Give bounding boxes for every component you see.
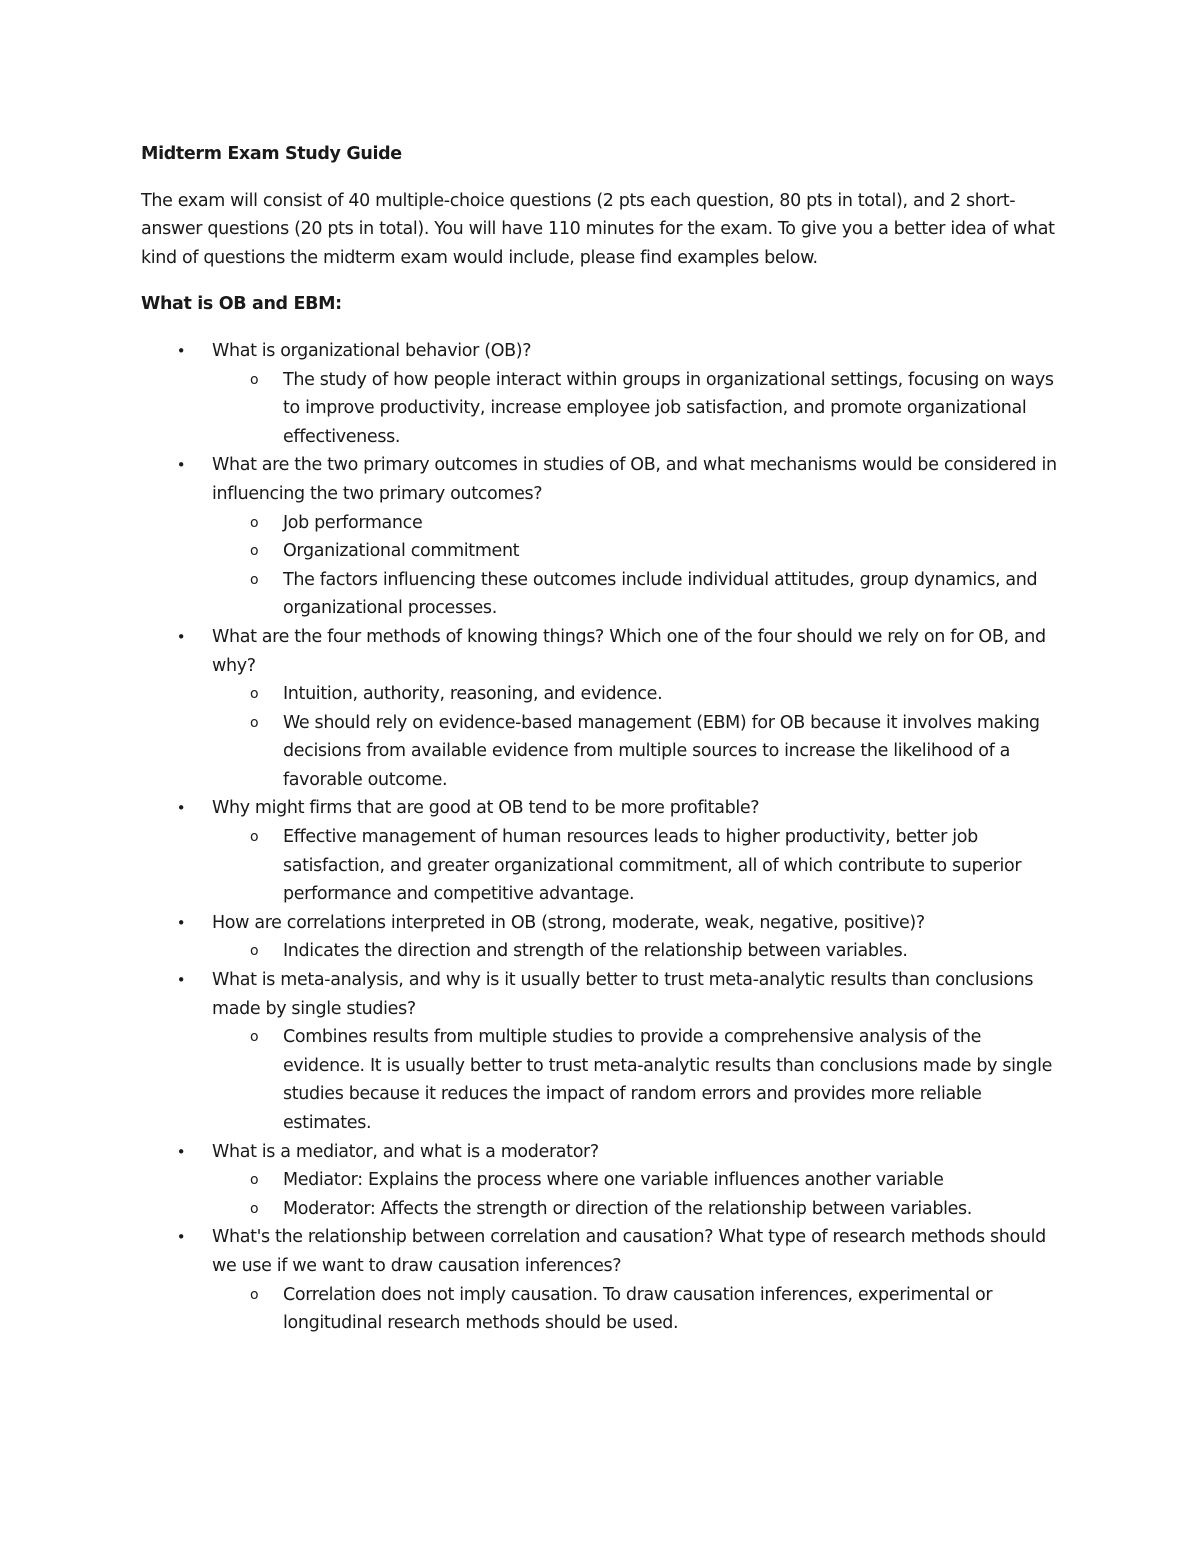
answer-item xyxy=(212,823,1066,909)
bullet-icon: • xyxy=(176,971,186,990)
question-item xyxy=(141,966,1066,1138)
answer-list xyxy=(212,823,1066,909)
answer-text: The factors influencing these outcomes include individual attitudes, group dynamics, and organizational processes. xyxy=(283,569,1038,619)
answer-text: The study of how people interact within groups in organizational settings, focusing on ways to improve productivity, increase employee job satisfaction, and promote organizational effectiveness. xyxy=(283,369,1054,447)
question-item xyxy=(141,1138,1066,1224)
answer-item xyxy=(212,509,1066,538)
question-text: What are the two primary outcomes in studies of OB, and what mechanisms would be considered in influencing the two primary outcomes? xyxy=(212,455,1057,504)
question-text: What are the four methods of knowing things? Which one of the four should we rely on for OB, and why? xyxy=(212,626,1046,676)
answer-list xyxy=(212,509,1066,623)
answer-item xyxy=(212,1023,1066,1137)
bullet-icon: • xyxy=(176,1142,186,1161)
bullet-icon: • xyxy=(176,627,186,646)
question-text: Why might firms that are good at OB tend to be more profitable? xyxy=(212,798,760,819)
question-item xyxy=(141,909,1066,966)
answer-list xyxy=(212,1166,1066,1223)
question-text: What's the relationship between correlation and causation? What type of research methods should we use if we want to draw causation inferences? xyxy=(212,1227,1046,1276)
question-list xyxy=(141,337,1066,1338)
bullet-icon: • xyxy=(176,799,186,818)
sub-bullet-icon: o xyxy=(250,714,259,731)
question-item xyxy=(141,337,1066,451)
question-text: How are correlations interpreted in OB (strong, moderate, weak, negative, positive)? xyxy=(212,912,925,933)
section-heading: What is OB and EBM: xyxy=(141,294,342,315)
document-title: Midterm Exam Study Guide xyxy=(141,144,402,164)
sub-bullet-icon: o xyxy=(250,1029,259,1046)
sub-bullet-icon: o xyxy=(250,514,259,531)
bullet-icon: • xyxy=(176,1228,186,1247)
bullet-icon: • xyxy=(176,456,186,475)
sub-bullet-icon: o xyxy=(250,1286,259,1303)
answer-item xyxy=(212,1281,1066,1338)
question-item xyxy=(141,794,1066,908)
answer-text: Correlation does not imply causation. To draw causation inferences, experimental or longitudinal research methods should be used. xyxy=(283,1284,993,1334)
question-text: What is organizational behavior (OB)? xyxy=(212,340,532,361)
answer-text: Moderator: Affects the strength or direction of the relationship between variables. xyxy=(283,1198,972,1219)
sub-bullet-icon: o xyxy=(250,571,259,588)
answer-text: Intuition, authority, reasoning, and evidence. xyxy=(283,684,663,705)
answer-item xyxy=(212,1195,1066,1224)
answer-item xyxy=(212,680,1066,709)
answer-list xyxy=(212,1281,1066,1338)
answer-text: Organizational commitment xyxy=(283,541,520,562)
bullet-icon: • xyxy=(176,913,186,932)
question-item xyxy=(141,1223,1066,1337)
answer-item xyxy=(212,937,1066,966)
sub-bullet-icon: o xyxy=(250,943,259,960)
question-text: What is a mediator, and what is a moderator? xyxy=(212,1141,599,1162)
bullet-icon: • xyxy=(176,341,186,360)
answer-list xyxy=(212,937,1066,966)
sub-bullet-icon: o xyxy=(250,371,259,388)
answer-text: We should rely on evidence-based management (EBM) for OB because it involves making decisions from available evidence from multiple sources to increase the likelihood of a favorable outcome. xyxy=(283,712,1040,790)
answer-list xyxy=(212,680,1066,794)
answer-text: Mediator: Explains the process where one variable influences another variable xyxy=(283,1170,944,1191)
question-text: What is meta-analysis, and why is it usually better to trust meta-analytic results than conclusions made by single studies? xyxy=(212,970,1034,1019)
intro-paragraph: The exam will consist of 40 multiple-choice questions (2 pts each question, 80 pts in total), and 2 short-answer questions (20 pts in total). You will have 110 minutes for the exam. To give you a better idea of what kind of questions the midterm exam would include, please find examples below. xyxy=(141,190,1055,268)
answer-list xyxy=(212,1023,1066,1137)
answer-list xyxy=(212,366,1066,452)
answer-item xyxy=(212,366,1066,452)
sub-bullet-icon: o xyxy=(250,1200,259,1217)
sub-bullet-icon: o xyxy=(250,686,259,703)
answer-item xyxy=(212,537,1066,566)
answer-text: Combines results from multiple studies to provide a comprehensive analysis of the evidence. It is usually better to trust meta-analytic results than conclusions made by single studies because it reduces the impact of random errors and provides more reliable estimates. xyxy=(283,1027,1053,1133)
answer-item xyxy=(212,566,1066,623)
answer-item xyxy=(212,1166,1066,1195)
answer-text: Effective management of human resources leads to higher productivity, better job satisfaction, and greater organizational commitment, all of which contribute to superior performance and competitive advantage. xyxy=(283,827,1022,905)
question-item xyxy=(141,623,1066,795)
sub-bullet-icon: o xyxy=(250,1172,259,1189)
sub-bullet-icon: o xyxy=(250,543,259,560)
answer-text: Indicates the direction and strength of the relationship between variables. xyxy=(283,941,908,962)
sub-bullet-icon: o xyxy=(250,829,259,846)
document-page xyxy=(141,140,1066,1338)
question-item xyxy=(141,451,1066,623)
answer-item xyxy=(212,709,1066,795)
answer-text: Job performance xyxy=(283,512,423,533)
